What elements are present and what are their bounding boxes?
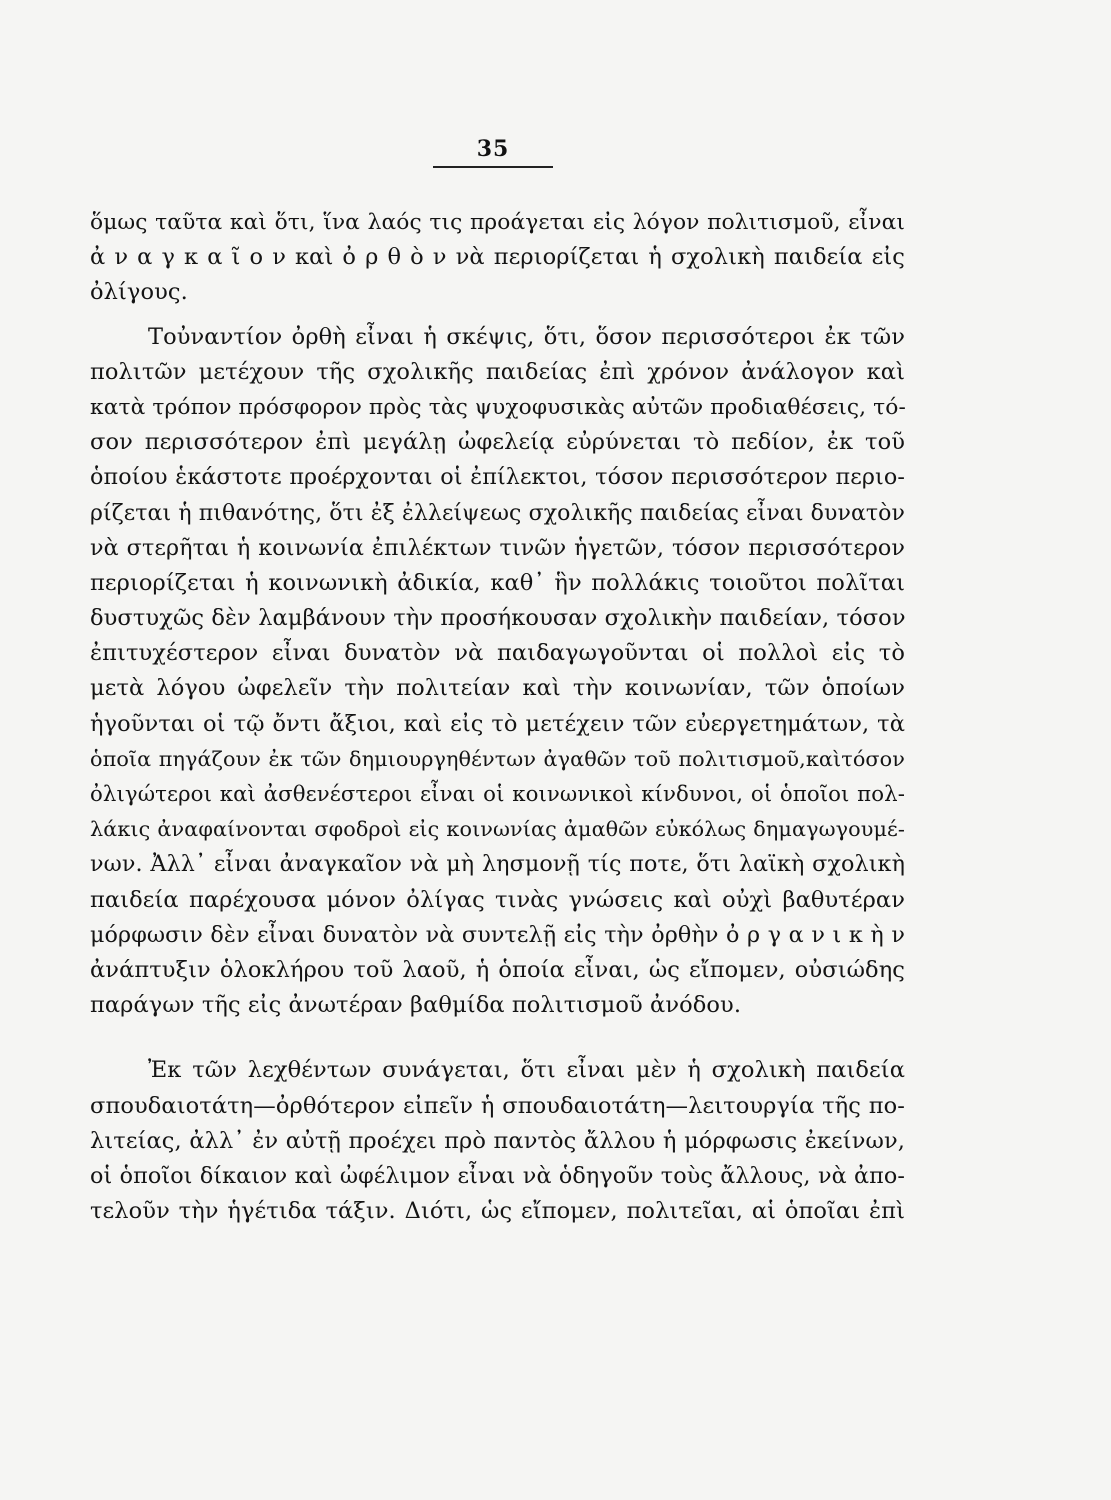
header-rule	[433, 166, 553, 168]
paragraph-3	[90, 1053, 905, 1229]
text-line: δυστυχῶς δὲν λαμβάνουν τὴν προσήκουσαν σχολικὴν παιδείαν, τόσον	[90, 605, 906, 632]
text-line: σπουδαιοτάτη—ὀρθότερον εἰπεῖν ἡ σπουδαιοτάτη—λειτουργία τῆς πο-	[90, 1092, 905, 1119]
text-line: ὅμως ταῦτα καὶ ὅτι, ἵνα λαός τις προάγεται εἰς λόγον πολιτισμοῦ, εἶναι	[90, 210, 905, 235]
page-number: 35	[476, 136, 510, 162]
text-line: ὀλίγους.	[90, 279, 188, 306]
text-line: ἐπιτυχέστερον εἶναι δυνατὸν νὰ παιδαγωγοῦνται οἱ πολλοὶ εἰς τὸ	[90, 640, 905, 667]
text-line: νων. Ἀλλ᾽ εἶναι ἀναγκαῖον νὰ μὴ λησμονῇ τίς ποτε, ὅτι λαϊκὴ σχολικὴ	[90, 851, 905, 878]
text-line: λάκις ἀναφαίνονται σφοδροὶ εἰς κοινωνίας ἀμαθῶν εὐκόλως δημαγωγουμέ-	[90, 817, 905, 842]
text-line: ὁποῖα πηγάζουν ἐκ τῶν δημιουργηθέντων ἀγαθῶν τοῦ πολιτισμοῦ,καὶτόσον	[90, 746, 905, 771]
paragraph-2	[90, 320, 905, 1024]
text-line: λιτείας, ἀλλ᾽ ἐν αὐτῇ προέχει πρὸ παντὸς ἄλλου ἡ μόρφωσις ἐκείνων,	[90, 1127, 905, 1154]
body-text	[90, 205, 905, 1229]
text-line: ἀνάπτυξιν ὁλοκλήρου τοῦ λαοῦ, ἡ ὁποία εἶναι, ὡς εἴπομεν, οὐσιώδης	[90, 956, 905, 983]
text-line: ἀ ν α γ κ α ῖ ο ν καὶ ὀ ρ θ ὸ ν νὰ περιορίζεται ἡ σχολικὴ παιδεία εἰς	[90, 244, 905, 271]
text-line: Ἐκ τῶν λεχθέντων συνάγεται, ὅτι εἶναι μὲν ἡ σχολικὴ παιδεία	[148, 1057, 905, 1084]
paragraph-1	[90, 205, 905, 311]
text-line: σον περισσότερον ἐπὶ μεγάλῃ ὠφελείᾳ εὐρύνεται τὸ πεδίον, ἐκ τοῦ	[90, 429, 905, 456]
text-line: περιορίζεται ἡ κοινωνικὴ ἀδικία, καθ᾽ ἣν πολλάκις τοιοῦτοι πολῖται	[90, 569, 905, 596]
text-line: κατὰ τρόπον πρόσφορον πρὸς τὰς ψυχοφυσικὰς αὐτῶν προδιαθέσεις, τό-	[90, 394, 906, 420]
text-line: τελοῦν τὴν ἡγέτιδα τάξιν. Διότι, ὡς εἴπομεν, πολιτεῖαι, αἱ ὁποῖαι ἐπὶ	[90, 1198, 905, 1225]
text-line: παράγων τῆς εἰς ἀνωτέραν βαθμίδα πολιτισμοῦ ἀνόδου.	[90, 992, 742, 1019]
text-line: ὀλιγώτεροι καὶ ἀσθενέστεροι εἶναι οἱ κοινωνικοὶ κίνδυνοι, οἱ ὁποῖοι πολ-	[90, 782, 905, 807]
text-line: ἡγοῦνται οἱ τῷ ὄντι ἄξιοι, καὶ εἰς τὸ μετέχειν τῶν εὐεργετημάτων, τὰ	[90, 710, 905, 737]
text-line: πολιτῶν μετέχουν τῆς σχολικῆς παιδείας ἐπὶ χρόνον ἀνάλογον καὶ	[90, 358, 905, 385]
text-line: μόρφωσιν δὲν εἶναι δυνατὸν νὰ συντελῇ εἰς τὴν ὀρθὴν ὀ ρ γ α ν ι κ ὴ ν	[90, 921, 905, 948]
text-line: νὰ στερῆται ἡ κοινωνία ἐπιλέκτων τινῶν ἡγετῶν, τόσον περισσότερον	[90, 534, 905, 561]
text-line: Τοὐναντίον ὀρθὴ εἶναι ἡ σκέψις, ὅτι, ὅσον περισσότεροι ἐκ τῶν	[148, 323, 905, 350]
text-line: ρίζεται ἡ πιθανότης, ὅτι ἐξ ἐλλείψεως σχολικῆς παιδείας εἶναι δυνατὸν	[90, 500, 905, 526]
page-header	[428, 136, 558, 168]
text-line: ὁποίου ἑκάστοτε προέρχονται οἱ ἐπίλεκτοι, τόσον περισσότερον περιο-	[90, 464, 905, 491]
text-line: οἱ ὁποῖοι δίκαιον καὶ ὠφέλιμον εἶναι νὰ ὁδηγοῦν τοὺς ἄλλους, νὰ ἀπο-	[90, 1162, 905, 1189]
text-line: μετὰ λόγου ὠφελεῖν τὴν πολιτείαν καὶ τὴν κοινωνίαν, τῶν ὁποίων	[90, 675, 905, 702]
text-line: παιδεία παρέχουσα μόνον ὀλίγας τινὰς γνώσεις καὶ οὐχὶ βαθυτέραν	[90, 886, 905, 913]
